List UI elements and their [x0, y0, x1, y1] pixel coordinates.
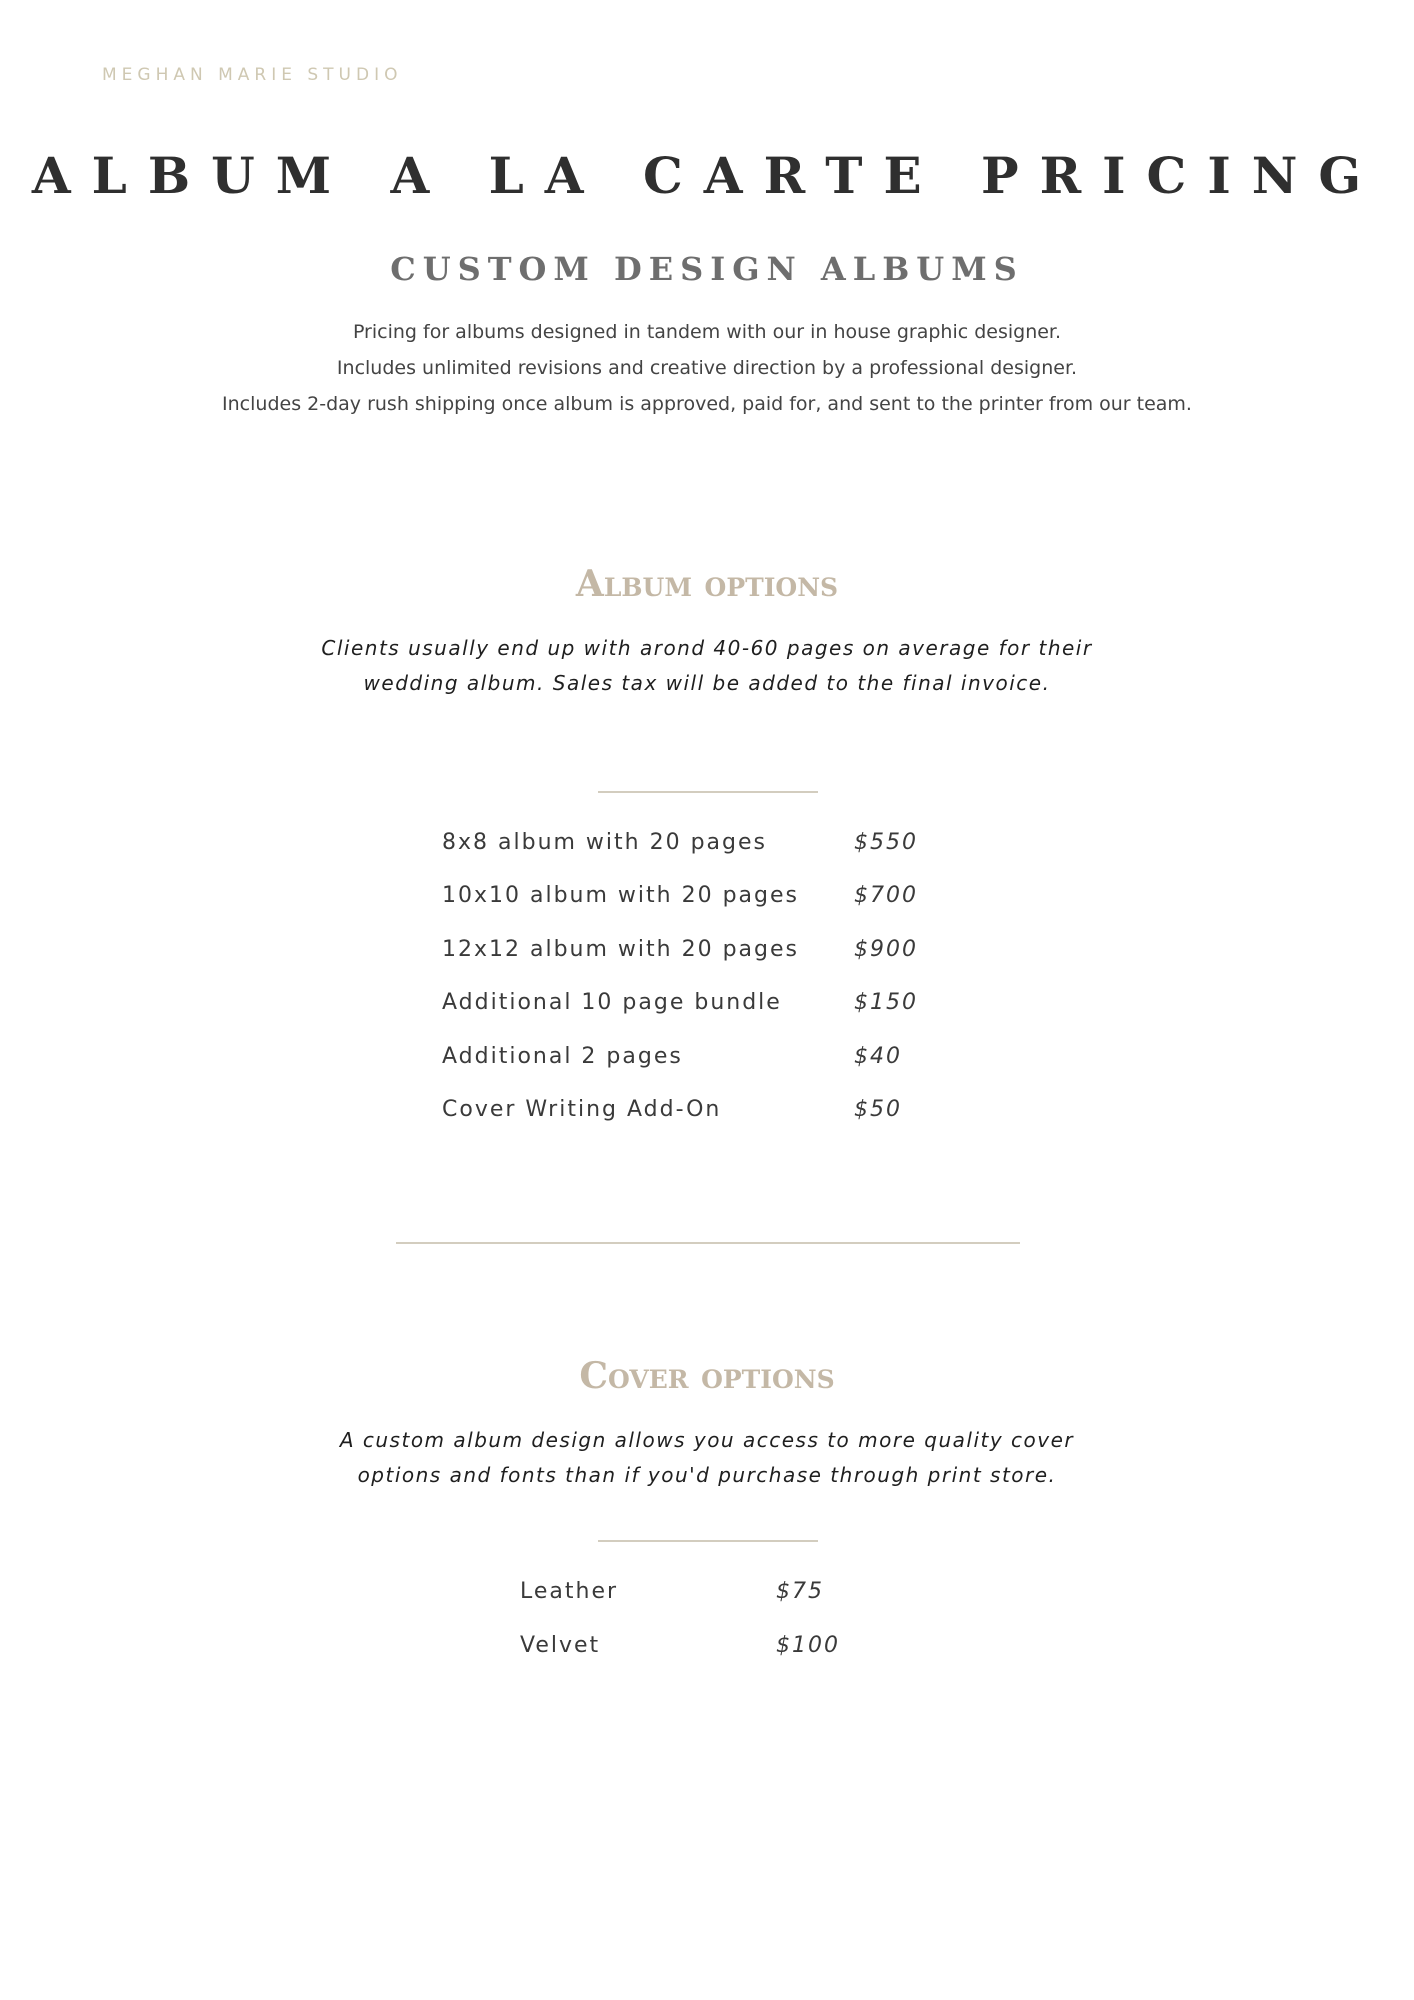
intro-line: Pricing for albums designed in tandem with our in house graphic designer. — [352, 321, 1062, 343]
item-price: $40 — [854, 1044, 902, 1069]
cover-options-heading: Cover options — [579, 1355, 835, 1397]
price-row — [442, 937, 942, 977]
brand-name: MEGHAN MARIE STUDIO — [102, 65, 403, 85]
section-divider — [396, 1242, 1020, 1244]
item-price: $150 — [854, 990, 918, 1015]
item-label: Cover Writing Add-On — [442, 1097, 722, 1122]
item-price: $75 — [776, 1579, 824, 1604]
item-label: 12x12 album with 20 pages — [442, 937, 799, 962]
item-price: $550 — [854, 830, 918, 855]
item-price: $100 — [776, 1633, 840, 1658]
price-row — [442, 1097, 942, 1137]
album-options-heading: Album options — [575, 563, 839, 605]
item-price: $700 — [854, 883, 918, 908]
album-options-note — [0, 631, 1414, 701]
item-label: 10x10 album with 20 pages — [442, 883, 799, 908]
item-price: $900 — [854, 937, 918, 962]
item-label: Additional 2 pages — [442, 1044, 683, 1069]
item-label: Velvet — [520, 1633, 601, 1658]
price-row — [442, 883, 942, 923]
price-row — [520, 1633, 920, 1673]
note-line: Clients usually end up with arond 40-60 pages on average for their — [321, 636, 1093, 660]
divider — [598, 791, 818, 793]
intro-line: Includes unlimited revisions and creative direction by a professional designer. — [336, 357, 1078, 379]
intro-text — [0, 314, 1414, 422]
item-price: $50 — [854, 1097, 902, 1122]
note-line: options and fonts than if you'd purchase through print store. — [357, 1463, 1057, 1487]
price-row — [520, 1579, 920, 1619]
price-row — [442, 990, 942, 1030]
divider — [598, 1540, 818, 1542]
page-subtitle: CUSTOM DESIGN ALBUMS — [390, 250, 1024, 288]
price-row — [442, 1044, 942, 1084]
price-row — [442, 830, 942, 870]
page-title: ALBUM A LA CARTE PRICING — [31, 146, 1383, 205]
cover-options-note — [0, 1423, 1414, 1493]
item-label: Additional 10 page bundle — [442, 990, 782, 1015]
intro-line: Includes 2-day rush shipping once album is approved, paid for, and sent to the printer from our team. — [222, 393, 1192, 415]
note-line: A custom album design allows you access to more quality cover — [339, 1428, 1075, 1452]
note-line: wedding album. Sales tax will be added to the final invoice. — [363, 671, 1051, 695]
item-label: 8x8 album with 20 pages — [442, 830, 767, 855]
item-label: Leather — [520, 1579, 619, 1604]
